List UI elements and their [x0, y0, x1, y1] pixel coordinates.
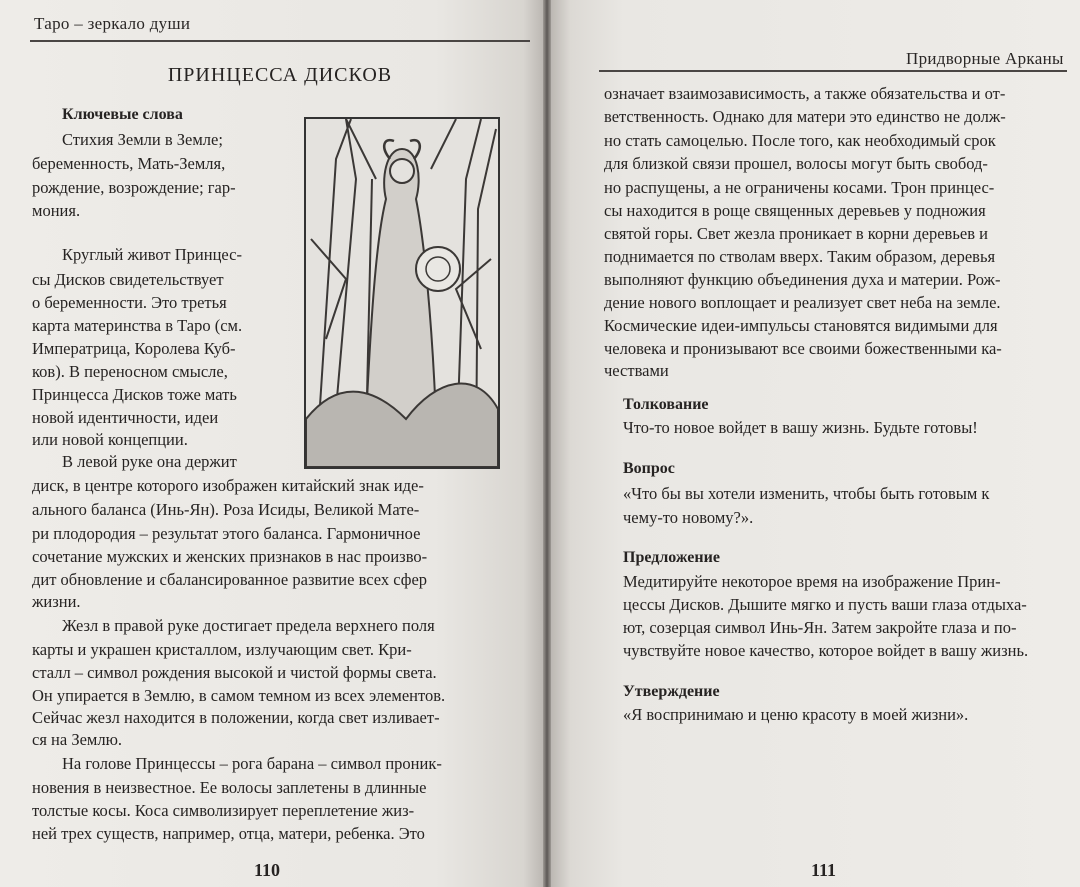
text-line: цессы Дисков. Дышите мягко и пусть ваши глаза отдыха-	[623, 595, 1027, 614]
text-line: Сейчас жезл находится в положении, когда свет изливает-	[32, 708, 440, 727]
text-line: диск, в центре которого изображен китайский знак иде-	[32, 476, 424, 495]
text-line: Стихия Земли в Земле;	[62, 130, 223, 149]
text-line: дит обновление и сбалансированное развитие всех сфер	[32, 570, 428, 589]
right-header-rule	[599, 70, 1067, 72]
text-line: ся на Землю.	[32, 730, 123, 749]
text-line: святой горы. Свет жезла проникает в корни деревьев и	[604, 224, 988, 243]
text-line: сочетание мужских и женских признаков в нас произво-	[32, 547, 428, 566]
text-line: жизни.	[32, 592, 81, 611]
interpretation-heading: Толкование	[623, 396, 709, 413]
left-page-number: 110	[254, 860, 281, 880]
tarot-card-drawing	[306, 119, 498, 467]
text-line: Круглый живот Принцес-	[62, 245, 242, 264]
text-line: Он упирается в Землю, в самом темном из всех элементов.	[32, 686, 446, 705]
text-line: ветственность. Однако для матери это единство не долж-	[604, 107, 1006, 126]
text-line: рождение, возрождение; гар-	[32, 178, 236, 197]
text-line: ального баланса (Инь-Ян). Роза Исиды, Великой Мате-	[32, 500, 420, 519]
text-line: карты и украшен кристаллом, излучающим свет. Кри-	[32, 640, 412, 659]
text-line: но стать самоцелью. После того, как необходимый срок	[604, 131, 996, 150]
text-line: человека и пронизывают все своими божественными ка-	[604, 339, 1002, 358]
right-running-head: Придворные Арканы	[906, 49, 1064, 68]
text-line: толстые косы. Коса символизирует переплетение жиз-	[32, 801, 415, 820]
princess-of-disks-illustration	[304, 117, 500, 469]
text-line: ней трех существ, например, отца, матери, ребенка. Это	[32, 824, 425, 843]
text-line: Жезл в правой руке достигает предела верхнего поля	[62, 616, 435, 635]
keywords-heading: Ключевые слова	[62, 106, 183, 123]
right-page-number: 111	[811, 860, 837, 880]
text-line: В левой руке она держит	[62, 452, 237, 471]
suggestion-heading: Предложение	[623, 549, 720, 566]
text-line: выполняют функцию объединения духа и материи. Рож-	[604, 270, 1001, 289]
text-line: чему-то новому?».	[623, 508, 754, 527]
text-line: Что-то новое войдет в вашу жизнь. Будьте готовы!	[623, 418, 978, 437]
text-line: беременность, Мать-Земля,	[32, 154, 226, 173]
text-line: о беременности. Это третья	[32, 293, 227, 312]
right-page	[549, 0, 1080, 887]
text-line: означает взаимозависимость, а также обязательства и от-	[604, 84, 1006, 103]
text-line: дение нового воплощает и реализует свет неба на земле.	[604, 293, 1001, 312]
text-line: поднимается по стволам вверх. Таким образом, деревья	[604, 247, 996, 266]
text-line: новой идентичности, идеи	[32, 408, 219, 427]
text-line: Принцесса Дисков тоже мать	[32, 385, 237, 404]
text-line: ков). В переносном смысле,	[32, 362, 228, 381]
question-heading: Вопрос	[623, 460, 675, 477]
text-line: Космические идеи-импульсы становятся видимыми для	[604, 316, 998, 335]
text-line: На голове Принцессы – рога барана – символ проник-	[62, 754, 442, 773]
text-line: сы Дисков свидетельствует	[32, 270, 224, 289]
text-line: ри плодородия – результат этого баланса. Гармоничное	[32, 524, 421, 543]
text-line: ют, созерцая символ Инь-Ян. Затем закройте глаза и по-	[623, 618, 1017, 637]
text-line: Медитируйте некоторое время на изображение Прин-	[623, 572, 1001, 591]
text-line: сталл – символ рождения высокой и чистой формы света.	[32, 663, 437, 682]
text-line: новения в неизвестное. Ее волосы заплетены в длинные	[32, 778, 427, 797]
text-line: «Я воспринимаю и ценю красоту в моей жизни».	[623, 705, 969, 724]
text-line: Императрица, Королева Куб-	[32, 339, 236, 358]
left-header-rule	[30, 40, 530, 42]
text-line: сы находится в роще священных деревьев у подножия	[604, 201, 986, 220]
book-spine-gutter	[543, 0, 551, 887]
left-running-head: Таро – зеркало души	[34, 14, 191, 33]
text-line: но распущены, а не ограничены косами. Трон принцес-	[604, 178, 995, 197]
text-line: или новой концепции.	[32, 430, 188, 449]
affirmation-heading: Утверждение	[623, 683, 720, 700]
text-line: для близкой связи прошел, волосы могут быть свобод-	[604, 154, 988, 173]
text-line: чувствуйте новое качество, которое войдет в вашу жизнь.	[623, 641, 1029, 660]
page-title: ПРИНЦЕССА ДИСКОВ	[167, 64, 393, 86]
text-line: «Что бы вы хотели изменить, чтобы быть готовым к	[623, 484, 990, 503]
text-line: карта материнства в Таро (см.	[32, 316, 243, 335]
text-line: чествами	[604, 361, 669, 380]
text-line: мония.	[32, 201, 81, 220]
